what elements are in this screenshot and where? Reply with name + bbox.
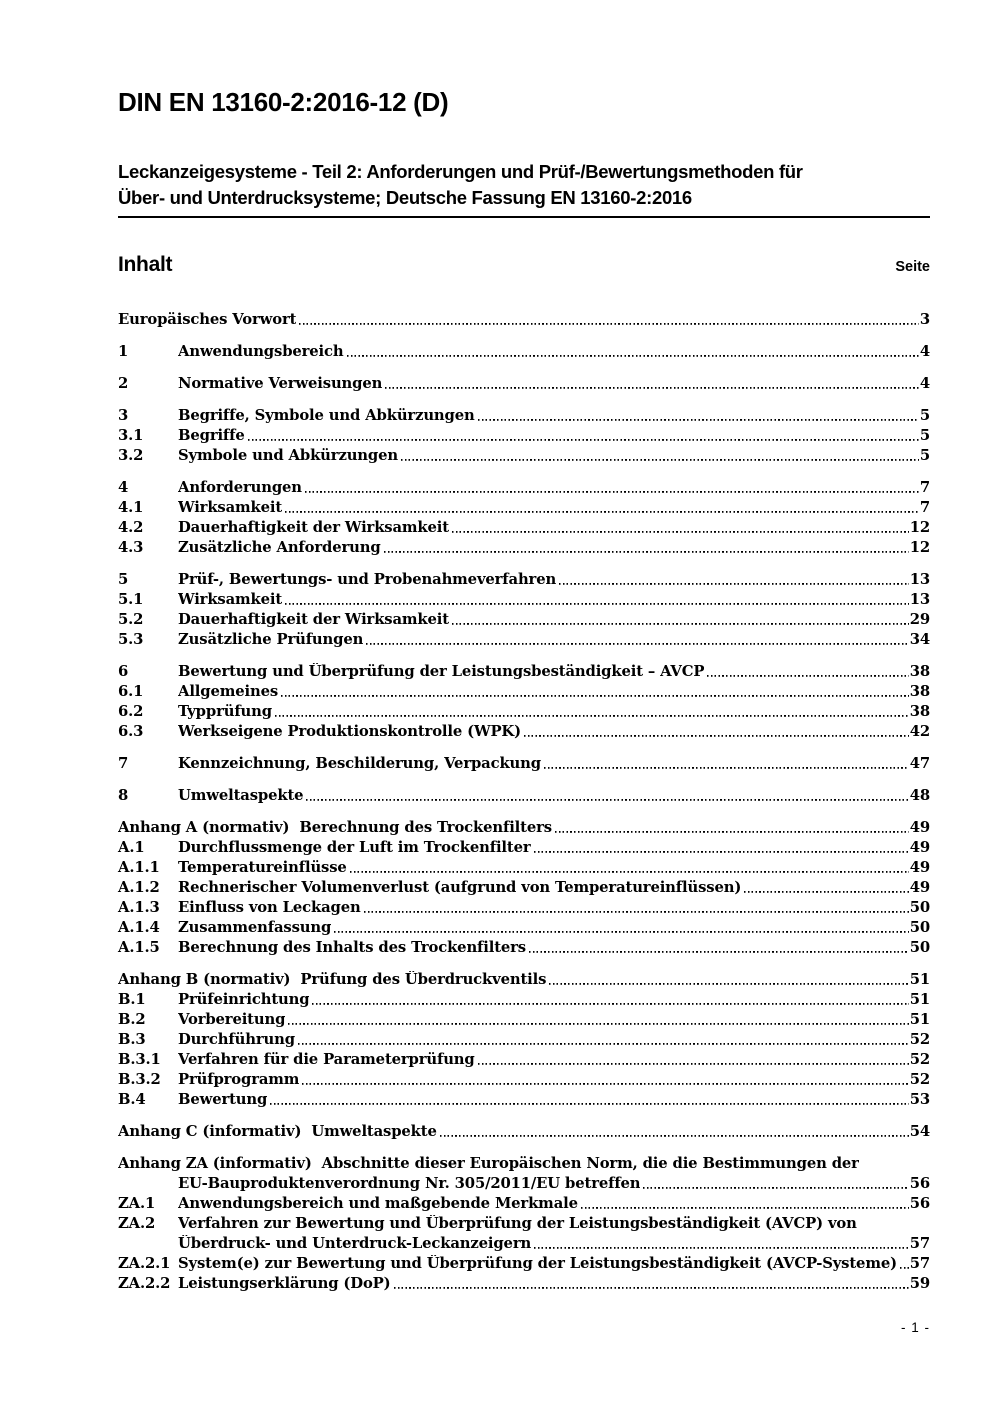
toc-entry-page: 47 (909, 755, 930, 772)
toc-heading: Inhalt (118, 253, 173, 276)
toc-entry-title: System(e) zur Bewertung und Überprüfung der Leistungsbeständigkeit (AVCP-Systeme) (178, 1255, 897, 1272)
toc-entry-title: Werkseigene Produktionskontrolle (WPK) (178, 723, 521, 740)
toc-dot-leader (707, 665, 908, 680)
toc-dot-leader (285, 501, 919, 516)
toc-entry (118, 1048, 930, 1068)
toc-entry-number: ZA.2.2 (118, 1275, 171, 1292)
toc-page-column-label: Seite (895, 259, 930, 275)
toc-entry-page: 59 (909, 1275, 930, 1292)
toc-entry-number: 4.3 (118, 539, 144, 556)
toc-entry-page: 38 (909, 683, 930, 700)
toc-entry (118, 404, 930, 424)
toc-dot-leader (347, 345, 919, 360)
toc-entry (118, 896, 930, 916)
toc-entry-page: 38 (909, 703, 930, 720)
toc-entry (118, 424, 930, 444)
toc-entry-title: Anhang C (informativ) Umweltaspekte (118, 1123, 437, 1140)
toc-dot-leader (478, 1053, 909, 1068)
toc-entry-page: 56 (909, 1175, 930, 1192)
toc-entry-title: Normative Verweisungen (178, 375, 383, 392)
toc-entry-page: 12 (909, 519, 930, 536)
toc-entry-title: Dauerhaftigkeit der Wirksamkeit (178, 611, 449, 628)
toc-dot-leader (384, 541, 909, 556)
toc-entry-page: 57 (909, 1255, 930, 1272)
toc-entry-title: Europäisches Vorwort (118, 311, 297, 328)
toc-dot-leader (581, 1197, 909, 1212)
toc-dot-leader (534, 841, 909, 856)
toc-entry-number: B.3 (118, 1031, 146, 1048)
toc-entry-page: 51 (909, 971, 930, 988)
toc-entry-title: Berechnung des Inhalts des Trockenfilters (178, 939, 526, 956)
toc-dot-leader (534, 1237, 909, 1252)
toc-entry-page: 38 (909, 663, 930, 680)
toc-entry (118, 1252, 930, 1272)
toc-entry (118, 444, 930, 464)
toc-dot-leader (299, 313, 919, 328)
toc-entry-title: Zusätzliche Prüfungen (178, 631, 364, 648)
toc-entry (118, 916, 930, 936)
toc-entry (118, 936, 930, 956)
toc-entry-page: 7 (919, 479, 930, 496)
toc-entry-number: A.1.4 (118, 919, 160, 936)
toc-entry-title: Begriffe (178, 427, 245, 444)
toc-entry (118, 1212, 930, 1232)
toc-entry-page: 7 (919, 499, 930, 516)
toc-entry (118, 988, 930, 1008)
toc-dot-leader (281, 685, 909, 700)
toc-entry-number: 4.1 (118, 499, 144, 516)
toc-entry (118, 752, 930, 772)
toc-entry (118, 340, 930, 360)
toc-entry-number: 4.2 (118, 519, 144, 536)
toc-entry-title: Zusammenfassung (178, 919, 332, 936)
toc-entry-page: 49 (909, 859, 930, 876)
toc-entry-page: 49 (909, 819, 930, 836)
toc-entry-number: ZA.2.1 (118, 1255, 171, 1272)
toc-dot-leader (385, 377, 919, 392)
toc-entry-number: ZA.2 (118, 1215, 156, 1232)
toc-dot-leader (529, 941, 909, 956)
toc-entry (118, 628, 930, 648)
toc-dot-leader (559, 573, 909, 588)
toc-entry-number: 6.2 (118, 703, 144, 720)
toc-entry (118, 836, 930, 856)
toc-dot-leader (555, 821, 909, 836)
toc-dot-leader (643, 1177, 908, 1192)
toc-entry-title: EU-Bauproduktenverordnung Nr. 305/2011/EU betreffen (178, 1175, 641, 1192)
toc-entry (118, 568, 930, 588)
page-number-footer: - 1 - (900, 1320, 930, 1335)
toc-entry-number: A.1.1 (118, 859, 160, 876)
toc-entry-number: 5.1 (118, 591, 144, 608)
toc-entry-title: Leistungserklärung (DoP) (178, 1275, 391, 1292)
toc-entry (118, 476, 930, 496)
toc-entry-page: 13 (909, 591, 930, 608)
toc-entry-page: 51 (909, 991, 930, 1008)
toc-entry-title: Bewertung (178, 1091, 268, 1108)
toc-entry-title: Durchflussmenge der Luft im Trockenfilter (178, 839, 531, 856)
toc-entry-title: Allgemeines (178, 683, 279, 700)
toc-entry-title: Kennzeichnung, Beschilderung, Verpackung (178, 755, 541, 772)
toc-entry-number: 4 (118, 479, 129, 496)
toc-entry (118, 496, 930, 516)
toc-entry-page: 29 (909, 611, 930, 628)
toc-entry-title: Anforderungen (178, 479, 302, 496)
toc-entry-page: 50 (909, 919, 930, 936)
toc-entry-number: B.3.1 (118, 1051, 161, 1068)
doc-title-line2: Über- und Unterdrucksysteme; Deutsche Fassung EN 13160-2:2016 (118, 187, 692, 208)
toc-entry-title: Umweltaspekte (178, 787, 304, 804)
toc-entry-title: Begriffe, Symbole und Abkürzungen (178, 407, 475, 424)
toc-entry (118, 680, 930, 700)
toc-entry-page: 51 (909, 1011, 930, 1028)
toc-entry-title: Dauerhaftigkeit der Wirksamkeit (178, 519, 449, 536)
toc-entry-title: Durchführung (178, 1031, 295, 1048)
toc-entry-number: 5.2 (118, 611, 144, 628)
toc-entry-title: Anwendungsbereich und maßgebende Merkmale (178, 1195, 578, 1212)
toc-dot-leader (366, 633, 908, 648)
toc-entry-number: 7 (118, 755, 129, 772)
toc-entry-number: 6.3 (118, 723, 144, 740)
toc-dot-leader (350, 861, 909, 876)
toc-entry-title: Verfahren für die Parameterprüfung (178, 1051, 475, 1068)
toc-entry (118, 1028, 930, 1048)
toc-entry-page: 57 (909, 1235, 930, 1252)
toc-entry (118, 856, 930, 876)
toc-dot-leader (334, 921, 909, 936)
toc-entry-page: 4 (919, 375, 930, 392)
doc-title (118, 159, 930, 211)
toc-entry (118, 1152, 930, 1172)
toc-entry-title: Prüfeinrichtung (178, 991, 310, 1008)
toc-entry-page: 5 (919, 427, 930, 444)
toc-entry (118, 1192, 930, 1212)
toc-entry-number: A.1.2 (118, 879, 160, 896)
toc-entry-title: Bewertung und Überprüfung der Leistungsbeständigkeit – AVCP (178, 663, 705, 680)
toc-entry-page: 49 (909, 839, 930, 856)
toc-entry (118, 876, 930, 896)
toc-dot-leader (312, 993, 908, 1008)
toc-dot-leader (440, 1125, 909, 1140)
toc-entry (118, 608, 930, 628)
toc-entry (118, 784, 930, 804)
toc-entry-title: Anhang A (normativ) Berechnung des Trockenfilters (118, 819, 552, 836)
toc-entry-page: 52 (909, 1031, 930, 1048)
toc-entry-number: 5 (118, 571, 129, 588)
toc-entry (118, 968, 930, 988)
toc-entry-number: 6.1 (118, 683, 144, 700)
toc-entry-page: 5 (919, 407, 930, 424)
toc-dot-leader (302, 1073, 908, 1088)
toc-entry-page: 52 (909, 1051, 930, 1068)
toc-entry (118, 1088, 930, 1108)
toc-entry-page: 13 (909, 571, 930, 588)
toc-entry-title: Vorbereitung (178, 1011, 286, 1028)
toc-entry (118, 1008, 930, 1028)
toc-entry-page: 50 (909, 939, 930, 956)
toc-entry-title: Einfluss von Leckagen (178, 899, 361, 916)
toc-entry (118, 1272, 930, 1292)
toc-entry-number: B.1 (118, 991, 146, 1008)
toc-entry (118, 1120, 930, 1140)
toc-dot-leader (298, 1033, 909, 1048)
toc-entry-number: 2 (118, 375, 129, 392)
toc-entry-title: Überdruck- und Unterdruck-Leckanzeigern (178, 1235, 532, 1252)
toc-dot-leader (364, 901, 909, 916)
toc-entry-page: 54 (909, 1123, 930, 1140)
toc-entry (118, 516, 930, 536)
toc-list (118, 308, 930, 1292)
toc-entry-title: Rechnerischer Volumenverlust (aufgrund von Temperatureinflüssen) (178, 879, 742, 896)
toc-entry-page: 42 (909, 723, 930, 740)
toc-entry (118, 372, 930, 392)
toc-dot-leader (478, 409, 919, 424)
toc-entry-page: 34 (909, 631, 930, 648)
toc-entry-page: 48 (909, 787, 930, 804)
toc-entry-title: Wirksamkeit (178, 499, 283, 516)
toc-entry-page: 12 (909, 539, 930, 556)
toc-entry-title: Anwendungsbereich (178, 343, 344, 360)
toc-entry-number: 6 (118, 663, 129, 680)
toc-entry-title: Wirksamkeit (178, 591, 283, 608)
toc-dot-leader (452, 613, 909, 628)
toc-entry-page: 56 (909, 1195, 930, 1212)
toc-entry-title: Symbole und Abkürzungen (178, 447, 398, 464)
doc-title-line1: Leckanzeigesysteme - Teil 2: Anforderungen und Prüf-/Bewertungsmethoden für (118, 161, 803, 182)
toc-entry (118, 1232, 930, 1252)
toc-entry-title: Typprüfung (178, 703, 272, 720)
toc-entry (118, 308, 930, 328)
toc-entry-title: Verfahren zur Bewertung und Überprüfung der Leistungsbeständigkeit (AVCP) von (178, 1215, 857, 1232)
toc-entry-page: 49 (909, 879, 930, 896)
toc-entry-number: 1 (118, 343, 129, 360)
toc-entry-number: B.2 (118, 1011, 146, 1028)
toc-dot-leader (248, 429, 919, 444)
toc-entry-title: Prüfprogramm (178, 1071, 300, 1088)
toc-entry (118, 536, 930, 556)
toc-entry (118, 1068, 930, 1088)
toc-entry-number: 5.3 (118, 631, 144, 648)
toc-dot-leader (270, 1093, 908, 1108)
toc-entry-page: 3 (919, 311, 930, 328)
toc-entry-title: Prüf-, Bewertungs- und Probenahmeverfahren (178, 571, 557, 588)
toc-entry (118, 816, 930, 836)
toc-entry-number: A.1.3 (118, 899, 160, 916)
toc-dot-leader (744, 881, 909, 896)
toc-entry-page: 52 (909, 1071, 930, 1088)
toc-entry-number: 3.1 (118, 427, 144, 444)
toc-entry-title: Anhang B (normativ) Prüfung des Überdruckventils (118, 971, 547, 988)
toc-entry-number: A.1 (118, 839, 145, 856)
toc-dot-leader (452, 521, 909, 536)
toc-entry-number: 8 (118, 787, 129, 804)
toc-dot-leader (306, 789, 908, 804)
toc-entry-page: 53 (909, 1091, 930, 1108)
toc-entry (118, 700, 930, 720)
toc-entry-number: ZA.1 (118, 1195, 156, 1212)
toc-dot-leader (401, 449, 919, 464)
toc-dot-leader (305, 481, 919, 496)
toc-entry-number: A.1.5 (118, 939, 160, 956)
toc-entry-number: B.4 (118, 1091, 146, 1108)
doc-number: DIN EN 13160-2:2016-12 (D) (118, 87, 449, 117)
toc-entry (118, 588, 930, 608)
toc-entry-number: B.3.2 (118, 1071, 161, 1088)
toc-dot-leader (275, 705, 909, 720)
toc-dot-leader (288, 1013, 908, 1028)
toc-entry-page: 5 (919, 447, 930, 464)
toc-header (118, 253, 930, 277)
toc-entry (118, 720, 930, 740)
toc-entry-number: 3 (118, 407, 129, 424)
toc-dot-leader (524, 725, 909, 740)
toc-entry (118, 1172, 930, 1192)
toc-entry-title: Anhang ZA (informativ) Abschnitte dieser Europäischen Norm, die die Bestimmungen der (118, 1155, 859, 1172)
title-divider (118, 216, 930, 218)
toc-dot-leader (900, 1257, 909, 1272)
toc-entry-number: 3.2 (118, 447, 144, 464)
toc-dot-leader (549, 973, 908, 988)
toc-entry (118, 660, 930, 680)
toc-entry-page: 50 (909, 899, 930, 916)
toc-entry-title: Temperatureinflüsse (178, 859, 347, 876)
toc-dot-leader (544, 757, 909, 772)
toc-dot-leader (394, 1277, 909, 1292)
toc-dot-leader (285, 593, 909, 608)
toc-entry-page: 4 (919, 343, 930, 360)
toc-entry-title: Zusätzliche Anforderung (178, 539, 381, 556)
